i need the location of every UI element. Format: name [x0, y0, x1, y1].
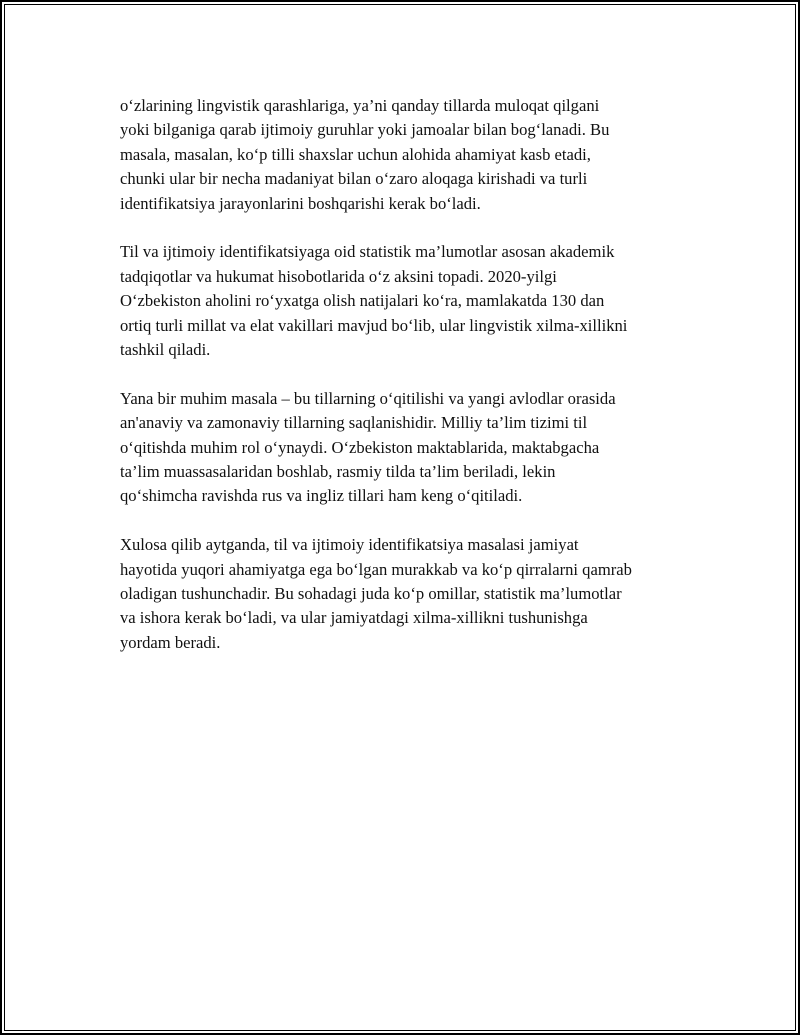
- document-body: [120, 94, 692, 680]
- text-line: tashkil qiladi.: [120, 340, 211, 360]
- paragraph-1: [120, 94, 692, 216]
- text-line: chunki ular bir necha madaniyat bilan o‘zaro aloqaga kirishadi va turli: [120, 169, 588, 189]
- text-line: ortiq turli millat va elat vakillari mavjud bo‘lib, ular lingvistik xilma-xillikni: [120, 315, 628, 335]
- text-line: ta’lim muassasalaridan boshlab, rasmiy tilda ta’lim beriladi, lekin: [120, 462, 556, 482]
- text-line: identifikatsiya jarayonlarini boshqarishi kerak bo‘ladi.: [120, 193, 481, 213]
- text-line: o‘zlarining lingvistik qarashlariga, ya’ni qanday tillarda muloqat qilgani: [120, 96, 600, 115]
- paragraph-2: [120, 240, 692, 362]
- text-line: masala, masalan, ko‘p tilli shaxslar uchun alohida ahamiyat kasb etadi,: [120, 144, 591, 164]
- paragraph-3: [120, 387, 692, 509]
- text-line: yoki bilganiga qarab ijtimoiy guruhlar yoki jamoalar bilan bog‘lanadi. Bu: [120, 120, 610, 140]
- text-line: va ishora kerak bo‘ladi, va ular jamiyatdagi xilma-xillikni tushunishga: [120, 608, 588, 628]
- text-line: Til va ijtimoiy identifikatsiyaga oid statistik ma’lumotlar asosan akademik: [120, 242, 615, 262]
- text-line: hayotida yuqori ahamiyatga ega bo‘lgan murakkab va ko‘p qirralarni qamrab: [120, 559, 632, 579]
- text-line: qo‘shimcha ravishda rus va ingliz tillari ham keng o‘qitiladi.: [120, 486, 523, 506]
- text-line: O‘zbekiston aholini ro‘yxatga olish natijalari ko‘ra, mamlakatda 130 dan: [120, 291, 605, 311]
- text-line: o‘qitishda muhim rol o‘ynaydi. O‘zbekiston maktablarida, maktabgacha: [120, 437, 600, 457]
- paragraph-4: [120, 533, 692, 655]
- text-line: an'anaviy va zamonaviy tillarning saqlanishidir. Milliy ta’lim tizimi til: [120, 413, 588, 433]
- text-line: Xulosa qilib aytganda, til va ijtimoiy identifikatsiya masalasi jamiyat: [120, 535, 579, 555]
- text-line: oladigan tushunchadir. Bu sohadagi juda ko‘p omillar, statistik ma’lumotlar: [120, 584, 622, 604]
- text-line: tadqiqotlar va hukumat hisobotlarida o‘z aksini topadi. 2020-yilgi: [120, 266, 557, 286]
- text-line: Yana bir muhim masala – bu tillarning o‘qitilishi va yangi avlodlar orasida: [120, 388, 616, 408]
- text-line: yordam beradi.: [120, 632, 221, 652]
